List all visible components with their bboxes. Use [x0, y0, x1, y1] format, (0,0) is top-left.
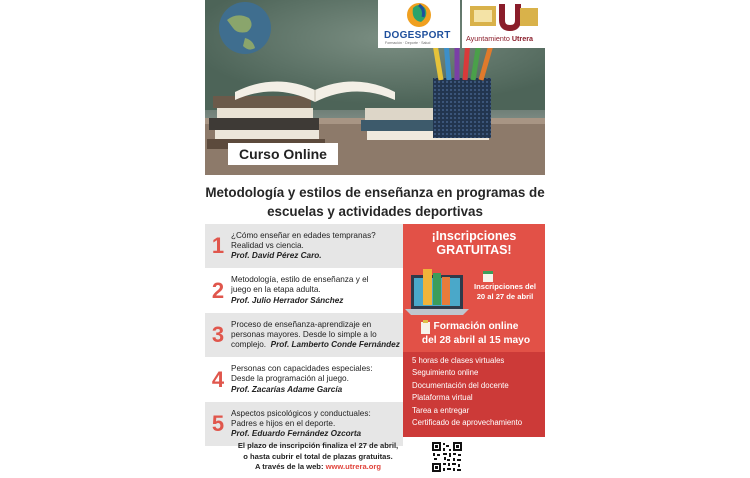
module-line: Desde la programación al juego.: [231, 374, 349, 384]
course-title: [205, 183, 545, 221]
module-text: [231, 409, 371, 440]
feature-item: 5 horas de clases virtuales: [412, 356, 505, 365]
dogesport-logo-icon: [378, 0, 460, 30]
feature-item: Tarea a entregar: [412, 405, 470, 415]
course-badge: Curso Online: [228, 143, 338, 165]
module-line: personas mayores. Desde lo simple a lo: [231, 329, 377, 339]
dogesport-name: DOGESPORT: [384, 30, 451, 41]
feature-list: [412, 355, 545, 429]
module-line: Metodología, estilo de enseñanza y el: [231, 275, 369, 285]
footer-line-1: El plazo de inscripción finaliza el 27 de abril,: [237, 441, 399, 450]
module-line: ¿Cómo enseñar en edades tempranas?: [231, 230, 376, 240]
utrera-crest-icon: [462, 0, 545, 34]
insc-line-2: 20 al 27 de abril: [476, 292, 534, 301]
feature-item: Certificado de aprovechamiento: [412, 418, 523, 428]
module-professor: Prof. David Pérez Caro.: [231, 251, 322, 261]
module-professor: Prof. Julio Herrador Sánchez: [231, 295, 344, 305]
module-professor: Prof. Lamberto Conde Fernández: [270, 340, 400, 350]
training-dates: [407, 320, 545, 348]
heading-line-2: GRATUITAS!: [436, 243, 512, 257]
module-number: 2: [211, 277, 225, 303]
module-line: Proceso de enseñanza-aprendizaje en: [231, 319, 372, 329]
free-registration-heading: [403, 224, 545, 264]
module-number: 1: [211, 233, 225, 258]
registration-dates: [465, 282, 545, 302]
module-item: [205, 313, 403, 357]
module-number: 5: [211, 411, 225, 436]
feature-item: Seguimiento online: [412, 368, 479, 378]
module-item: [205, 269, 403, 313]
insc-line-1: Inscripciones del: [473, 282, 537, 291]
formacion-line-2: del 28 abril al 15 mayo: [421, 335, 531, 346]
website-link[interactable]: www.utrera.org: [325, 462, 382, 472]
module-line: juego en la etapa adulta.: [231, 285, 321, 295]
module-text: [231, 275, 368, 306]
module-item: [205, 358, 403, 402]
footer-line-3: [213, 462, 423, 473]
dogesport-tagline: Formación · Deporte · Salud: [385, 41, 431, 45]
module-list: [205, 224, 403, 447]
module-professor: Prof. Eduardo Fernández Ozcorta: [231, 429, 362, 439]
module-line-with-prof: [231, 340, 400, 350]
title-line-2: escuelas y actividades deportivas: [267, 204, 483, 219]
registration-panel: [403, 224, 545, 437]
module-number: 3: [211, 322, 225, 347]
footer-web-prefix: A través de la web:: [254, 462, 326, 472]
heading-line-1: ¡Inscripciones: [431, 229, 517, 243]
module-line: complejo.: [231, 340, 267, 350]
ayuntamiento-prefix: Ayuntamiento: [466, 34, 510, 43]
footer-note: [213, 441, 423, 473]
ayuntamiento-utrera-label: [466, 34, 533, 43]
module-text: [231, 231, 376, 262]
feature-item: Documentación del docente: [412, 380, 509, 390]
feature-item: Plataforma virtual: [412, 393, 473, 403]
title-line-1: Metodología y estilos de enseñanza en programas de: [205, 185, 545, 200]
module-text: [231, 320, 400, 351]
ayuntamiento-name: Utrera: [511, 34, 534, 43]
qr-code-icon[interactable]: [431, 441, 463, 473]
module-line: Realidad vs ciencia.: [231, 240, 304, 250]
module-line: Padres e hijos en el deporte.: [231, 418, 336, 428]
module-line: Aspectos psicológicos y conductuales:: [231, 408, 371, 418]
module-item: [205, 224, 403, 268]
module-text: [231, 364, 373, 395]
module-line: Personas con capacidades especiales:: [231, 364, 373, 374]
module-item: [205, 402, 403, 446]
footer-line-2: o hasta cubrir el total de plazas gratuitas.: [243, 451, 393, 461]
formacion-line-1: Formación online: [433, 321, 519, 332]
module-professor: Prof. Zacarías Adame García: [231, 384, 343, 394]
module-number: 4: [211, 366, 225, 392]
